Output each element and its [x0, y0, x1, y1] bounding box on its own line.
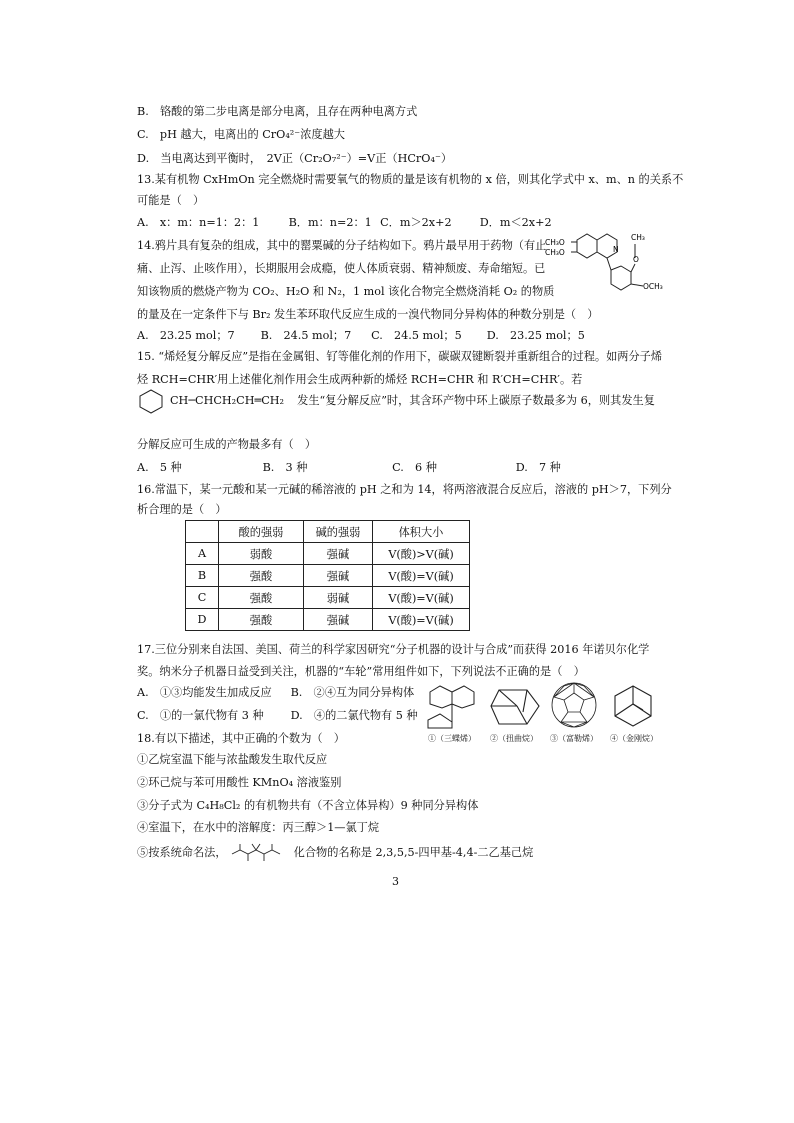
q13-option-b: B．m：n=2：1: [288, 216, 372, 229]
q14-option-a: A. 23.25 mol；7: [137, 329, 235, 342]
q17-option-b: B. ②④互为同分异构体: [290, 686, 415, 699]
q14-line3: 知该物质的燃烧产物为 CO₂、H₂O 和 N₂，1 mol 该化合物完全燃烧消耗 O₂ 的物质: [137, 285, 555, 298]
q17-options-row2: [137, 708, 418, 724]
q15-line4: 分解反应可生成的产物最多有（ ）: [137, 438, 317, 451]
table-cell: 强酸: [219, 609, 304, 631]
q18-item-5: [137, 842, 533, 864]
q17-option-c: C. ①的一氯代物有 3 种: [137, 709, 264, 722]
q13-option-a: A. x：m：n=1：2：1: [137, 216, 260, 229]
benzene-ring-q15: [137, 388, 165, 414]
q18-item-1: ①乙烷室温下能与浓盐酸发生取代反应: [137, 753, 328, 766]
q16-table: [185, 520, 470, 631]
q18-item-4: ④室温下，在水中的溶解度：丙三醇＞1—氯丁烷: [137, 821, 380, 834]
q12-option-d: D. 当电离达到平衡时， 2V正（Cr₂O₇²⁻）=V正（HCrO₄⁻）: [137, 152, 453, 165]
triptycene-figure: [422, 684, 482, 730]
table-row: [186, 609, 470, 631]
table-cell: V(酸)>V(碱): [373, 543, 470, 565]
q12-option-b: B. 铬酸的第二步电离是部分电离，且存在两种电离方式: [137, 105, 418, 118]
q18-item-3: ③分子式为 C₄H₈Cl₂ 的有机物共有（不含立体异构）9 种同分异构体: [137, 799, 479, 812]
fullerene-figure: [549, 680, 599, 730]
table-header-cell: [186, 521, 219, 543]
papaverine-structure-figure: [545, 228, 675, 298]
q17-option-a: A. ①③均能发生加成反应: [137, 686, 272, 699]
q13-option-d: D．m＜2x+2: [479, 216, 552, 229]
table-cell: D: [186, 609, 219, 631]
table-cell: 强碱: [304, 543, 373, 565]
q15-line2: 烃 RCH=CHR′用上述催化剂作用会生成两种新的烯烃 RCH=CHR 和 R′CH=CHR′。若: [137, 373, 583, 386]
table-cell: V(酸)=V(碱): [373, 609, 470, 631]
q15-line3-text: 发生“复分解反应”时，其含环产物中环上碳原子数最多为 6，则其发生复: [297, 394, 655, 407]
table-cell: A: [186, 543, 219, 565]
table-header-cell: 碱的强弱: [304, 521, 373, 543]
q15-option-d: D. 7 种: [515, 461, 561, 474]
q13-options: [137, 215, 552, 231]
table-cell: V(酸)=V(碱): [373, 565, 470, 587]
q15-options: [137, 460, 561, 476]
q16-line1: 16.常温下，某一元酸和某一元碱的稀溶液的 pH 之和为 14，将两溶液混合反应后，溶液的 pH＞7，下列分: [137, 483, 672, 496]
page-number: 3: [392, 875, 399, 888]
ch3-label: CH₃: [631, 233, 645, 242]
och3-left-top: CH₃O: [545, 238, 565, 247]
twistane-figure: [487, 684, 543, 730]
table-cell: 强碱: [304, 609, 373, 631]
table-header-cell: 酸的强弱: [219, 521, 304, 543]
q14-option-d: D. 23.25 mol；5: [486, 329, 585, 342]
q17-options-row1: [137, 685, 414, 701]
skeletal-structure-figure: [230, 842, 290, 864]
q14-line1: 14.鸦片具有复杂的组成，其中的罂粟碱的分子结构如下。鸦片最早用于药物（有止: [137, 239, 547, 252]
table-cell: 强酸: [219, 565, 304, 587]
q17-line2: 奖。纳米分子机器日益受到关注，机器的“车轮”常用组件如下，下列说法不正确的是（ ）: [137, 665, 585, 678]
table-cell: B: [186, 565, 219, 587]
q14-line4: 的量及在一定条件下与 Br₂ 发生苯环取代反应生成的一溴代物同分异构体的种数分别是（ ）: [137, 308, 599, 321]
caption-adamantane: ④（金刚烷）: [610, 734, 658, 743]
q17-line1: 17.三位分别来自法国、美国、荷兰的科学家因研究“分子机器的设计与合成”而获得 2016 年诺贝尔化学: [137, 643, 650, 656]
table-row: [186, 587, 470, 609]
q13-stem-line1: 13.某有机物 CxHmOn 完全燃烧时需要氧气的物质的量是该有机物的 x 倍，则其化学式中 x、m、n 的关系不: [137, 173, 684, 186]
q15-option-b: B. 3 种: [262, 461, 308, 474]
q18-stem: 18.有以下描述，其中正确的个数为（ ）: [137, 732, 345, 745]
table-cell: 强酸: [219, 587, 304, 609]
caption-triptycene: ①（三蝶烯）: [428, 734, 476, 743]
benzene-ring-b: [611, 266, 631, 290]
q14-option-b: B. 24.5 mol；7: [260, 329, 352, 342]
q15-styrene-formula: CH─CHCH₂CH═CH₂: [170, 394, 285, 407]
q14-line2: 痛、止泻、止咳作用），长期服用会成瘾，使人体质衰弱、精神颓废、寿命缩短。已: [137, 262, 546, 275]
q18-item-5-suffix: 化合物的名称是 2,3,5,5-四甲基-4,4-二乙基己烷: [293, 846, 534, 859]
q14-option-c: C. 24.5 mol；5: [371, 329, 462, 342]
q18-item-5-prefix: ⑤按系统命名法，: [137, 846, 227, 859]
table-cell: 强碱: [304, 565, 373, 587]
q15-option-a: A. 5 种: [137, 461, 182, 474]
table-row: [186, 543, 470, 565]
q15-line3: [170, 393, 655, 409]
q14-options: [137, 328, 585, 344]
q16-line2: 析合理的是（ ）: [137, 503, 227, 516]
q12-option-c: C. pH 越大，电离出的 CrO₄²⁻浓度越大: [137, 128, 345, 141]
adamantane-figure: [607, 682, 661, 730]
och3-left-bottom: CH₃O: [545, 248, 565, 257]
table-cell: C: [186, 587, 219, 609]
benzene-ring-a: [577, 234, 597, 258]
nitrogen-label: N: [613, 245, 619, 254]
q13-stem-line2: 可能是（ ）: [137, 194, 205, 207]
q16-table-header: [186, 521, 470, 543]
table-header-cell: 体积大小: [373, 521, 470, 543]
q17-option-d: D. ④的二氯代物有 5 种: [290, 709, 418, 722]
caption-fullerene: ③（富勒烯）: [550, 734, 598, 743]
table-cell: V(酸)=V(碱): [373, 587, 470, 609]
q15-line1: 15. “烯烃复分解反应”是指在金属钼、钌等催化剂的作用下，碳碳双键断裂并重新组合的过程。如两分子烯: [137, 350, 663, 363]
caption-twistane: ②（扭曲烷）: [490, 734, 538, 743]
och3-right: OCH₃: [643, 282, 663, 291]
q15-option-c: C. 6 种: [392, 461, 437, 474]
oxygen-label: O: [633, 255, 639, 264]
table-cell: 弱碱: [304, 587, 373, 609]
q18-item-2: ②环己烷与苯可用酸性 KMnO₄ 溶液鉴别: [137, 776, 342, 789]
table-cell: 弱酸: [219, 543, 304, 565]
table-row: [186, 565, 470, 587]
q13-option-c: C．m＞2x+2: [380, 216, 452, 229]
